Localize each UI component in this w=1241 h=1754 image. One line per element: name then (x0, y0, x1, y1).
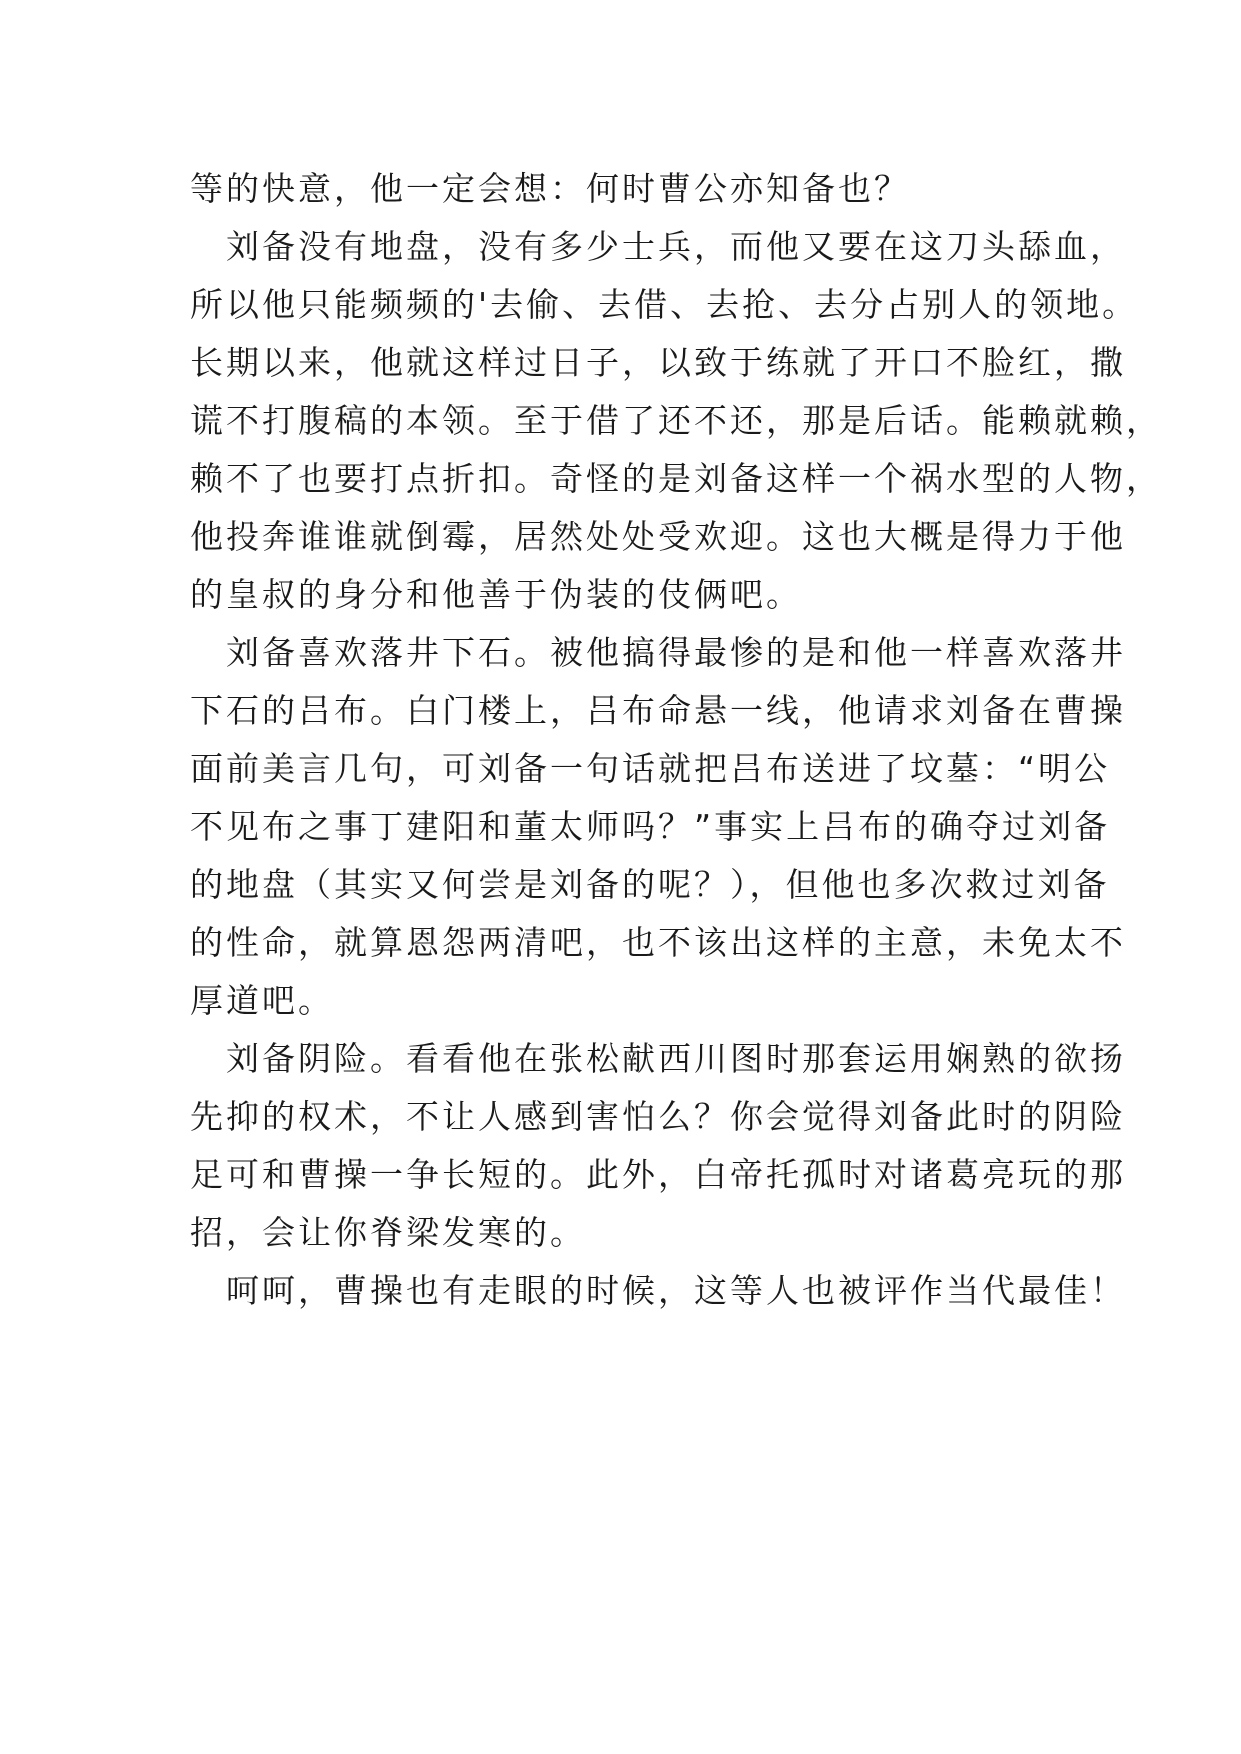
paragraph-start-line: 刘备没有地盘，没有多少士兵，而他又要在这刀头舔血， (226, 227, 1126, 266)
text-line: 他投奔谁谁就倒霉，居然处处受欢迎。这也大概是得力于他 (190, 517, 1126, 556)
text-line: 长期以来，他就这样过日子，以致于练就了开口不脸红，撒 (190, 343, 1126, 382)
text-line: 谎不打腹稿的本领。至于借了还不还，那是后话。能赖就赖， (190, 401, 1162, 440)
paragraph-start-line: 呵呵，曹操也有走眼的时候，这等人也被评作当代最佳！ (226, 1271, 1126, 1310)
text-line: 足可和曹操一争长短的。此外，白帝托孤时对诸葛亮玩的那 (190, 1155, 1126, 1194)
paragraph-start-line: 刘备阴险。看看他在张松献西川图时那套运用娴熟的欲扬 (226, 1039, 1126, 1078)
text-line: 的性命，就算恩怨两清吧，也不该出这样的主意，未免太不 (190, 923, 1126, 962)
text-line: 的地盘（其实又何尝是刘备的呢？），但他也多次救过刘备 (190, 865, 1110, 904)
text-line: 面前美言几句，可刘备一句话就把吕布送进了坟墓：“明公 (190, 749, 1111, 788)
text-line: 赖不了也要打点折扣。奇怪的是刘备这样一个祸水型的人物， (190, 459, 1162, 498)
text-line: 不见布之事丁建阳和董太师吗？”事实上吕布的确夺过刘备 (190, 807, 1111, 846)
text-line: 厚道吧。 (190, 981, 334, 1020)
text-line: 招，会让你脊梁发寒的。 (190, 1213, 586, 1252)
paragraph-start-line: 刘备喜欢落井下石。被他搞得最惨的是和他一样喜欢落井 (226, 633, 1126, 672)
text-line: 等的快意，他一定会想：何时曹公亦知备也？ (190, 169, 910, 208)
article-body (190, 160, 1162, 1320)
text-line: 所以他只能频频的'去偷、去借、去抢、去分占别人的领地。 (190, 285, 1139, 324)
text-line: 下石的吕布。白门楼上，吕布命悬一线，他请求刘备在曹操 (190, 691, 1126, 730)
text-line: 先抑的权术，不让人感到害怕么？你会觉得刘备此时的阴险 (190, 1097, 1126, 1136)
text-line: 的皇叔的身分和他善于伪装的伎俩吧。 (190, 575, 802, 614)
